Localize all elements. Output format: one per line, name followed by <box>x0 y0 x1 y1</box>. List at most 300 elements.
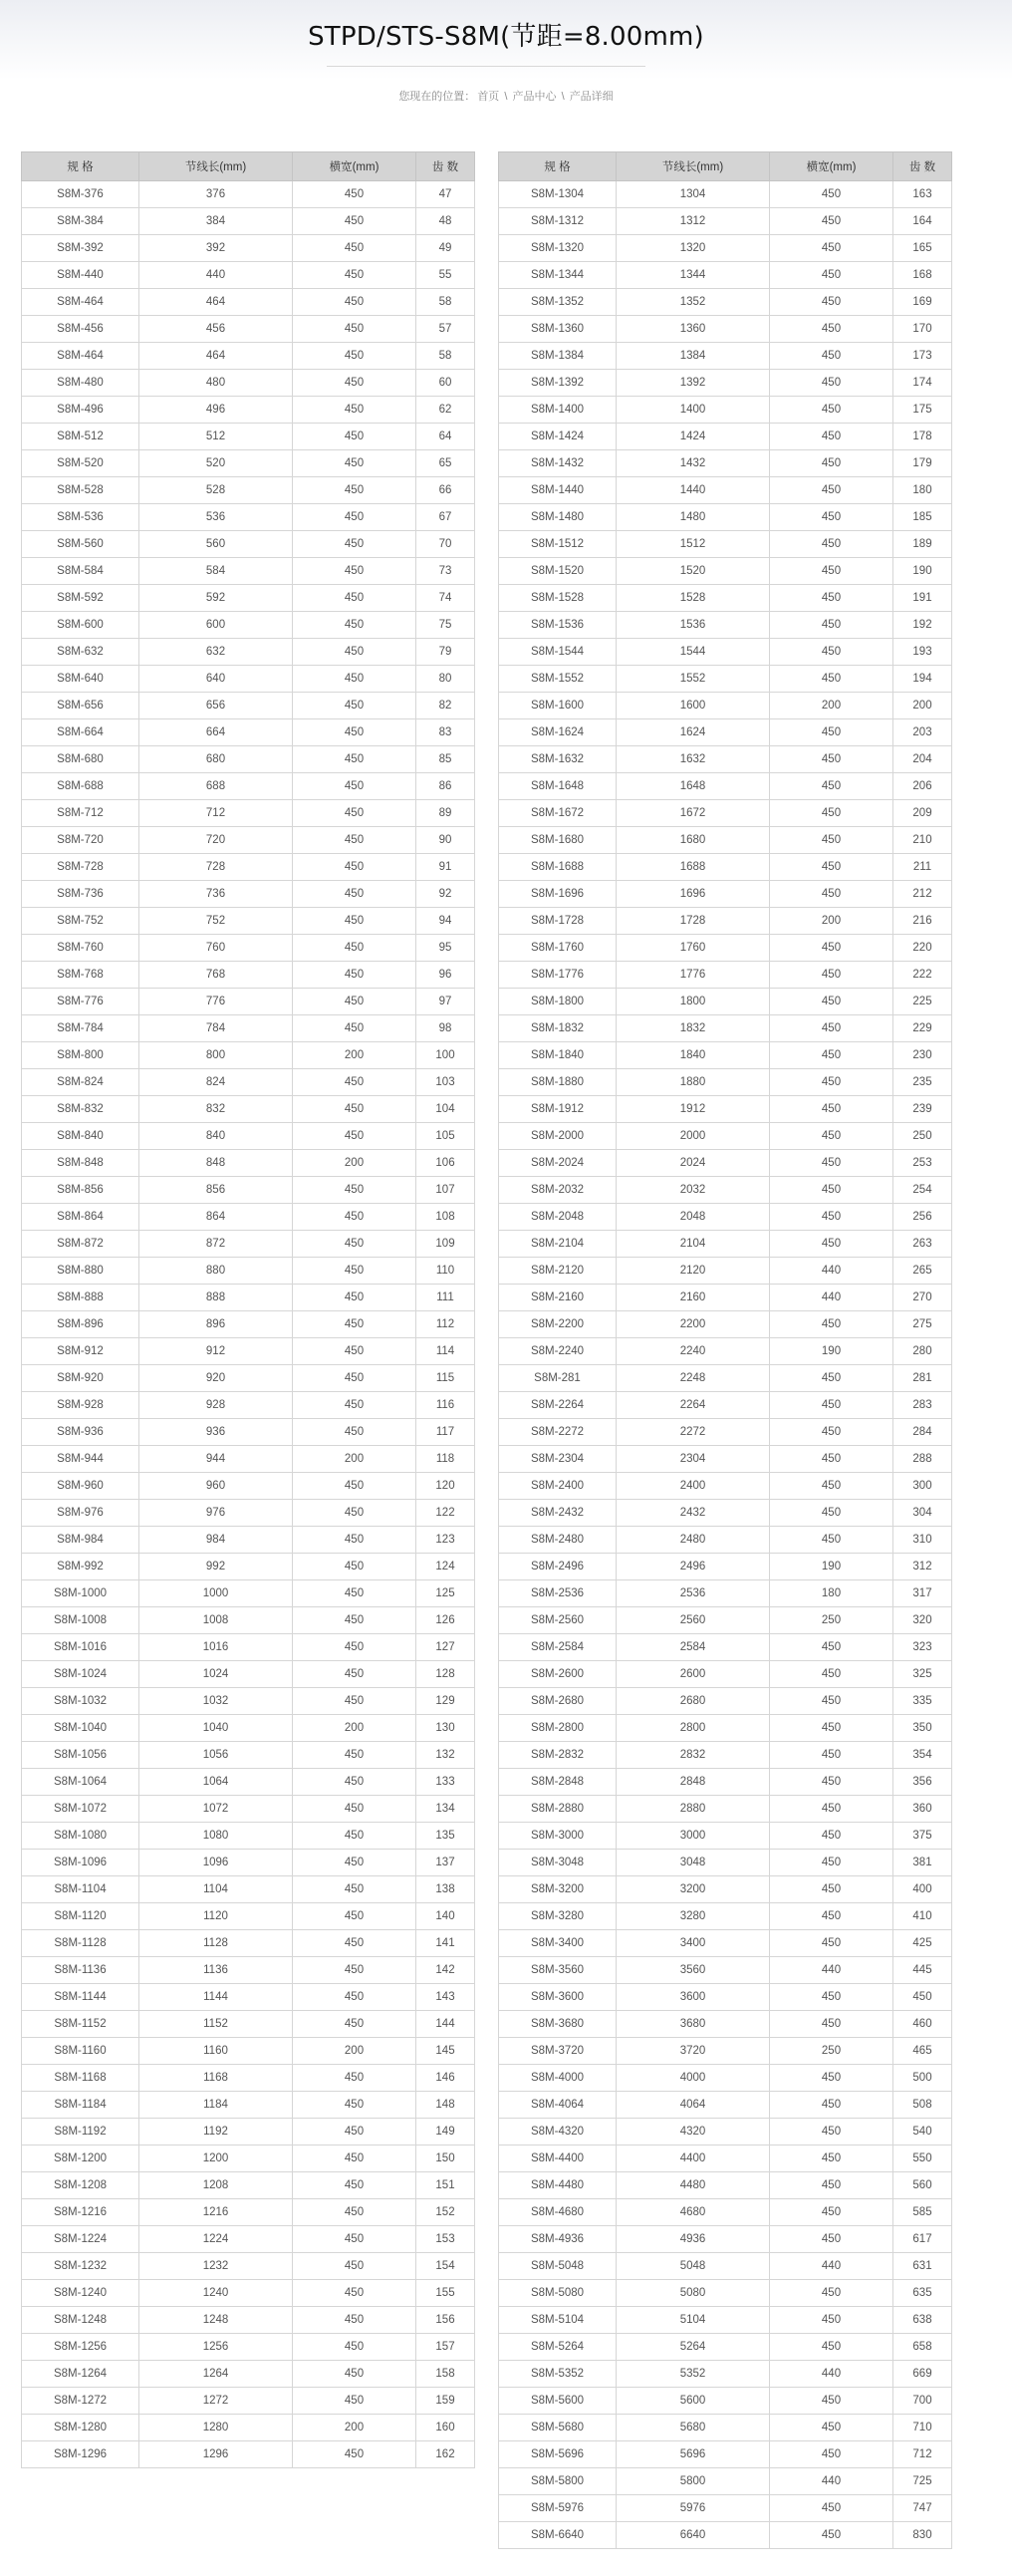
cell-spec: S8M-1216 <box>22 2199 139 2226</box>
cell-width: 450 <box>770 2092 893 2119</box>
table-row <box>22 1607 475 1634</box>
cell-pitch-length: 960 <box>139 1473 293 1500</box>
cell-pitch-length: 880 <box>139 1258 293 1285</box>
cell-teeth: 48 <box>416 208 475 235</box>
cell-width: 450 <box>770 531 893 558</box>
cell-teeth: 700 <box>893 2388 952 2415</box>
cell-spec: S8M-1600 <box>499 693 617 719</box>
cell-width: 450 <box>293 585 416 612</box>
cell-teeth: 356 <box>893 1769 952 1796</box>
cell-width: 450 <box>293 1177 416 1204</box>
cell-spec: S8M-1624 <box>499 719 617 746</box>
cell-pitch-length: 5264 <box>617 2334 770 2361</box>
cell-width: 450 <box>770 800 893 827</box>
cell-pitch-length: 1216 <box>139 2199 293 2226</box>
cell-width: 450 <box>293 2253 416 2280</box>
cell-pitch-length: 632 <box>139 639 293 666</box>
cell-spec: S8M-1344 <box>499 262 617 289</box>
cell-pitch-length: 2024 <box>617 1150 770 1177</box>
cell-pitch-length: 776 <box>139 989 293 1015</box>
cell-teeth: 550 <box>893 2146 952 2172</box>
cell-pitch-length: 840 <box>139 1123 293 1150</box>
cell-pitch-length: 2680 <box>617 1688 770 1715</box>
cell-spec: S8M-520 <box>22 450 139 477</box>
cell-teeth: 132 <box>416 1742 475 1769</box>
cell-width: 450 <box>770 1796 893 1823</box>
cell-spec: S8M-1512 <box>499 531 617 558</box>
table-row <box>499 881 952 908</box>
cell-pitch-length: 4000 <box>617 2065 770 2092</box>
cell-pitch-length: 2000 <box>617 1123 770 1150</box>
cell-spec: S8M-2584 <box>499 1634 617 1661</box>
breadcrumb-product-center[interactable]: 产品中心 <box>512 91 557 103</box>
cell-pitch-length: 5800 <box>617 2468 770 2495</box>
cell-width: 200 <box>293 2415 416 2441</box>
cell-pitch-length: 3048 <box>617 1850 770 1876</box>
cell-width: 450 <box>770 2011 893 2038</box>
cell-pitch-length: 864 <box>139 1204 293 1231</box>
cell-pitch-length: 384 <box>139 208 293 235</box>
cell-spec: S8M-5264 <box>499 2334 617 2361</box>
cell-pitch-length: 1352 <box>617 289 770 316</box>
cell-teeth: 312 <box>893 1554 952 1580</box>
cell-width: 450 <box>770 289 893 316</box>
cell-width: 450 <box>293 1096 416 1123</box>
cell-pitch-length: 984 <box>139 1527 293 1554</box>
cell-spec: S8M-728 <box>22 854 139 881</box>
cell-spec: S8M-1144 <box>22 1984 139 2011</box>
cell-pitch-length: 4320 <box>617 2119 770 2146</box>
table-row <box>499 1930 952 1957</box>
cell-spec: S8M-1168 <box>22 2065 139 2092</box>
cell-width: 450 <box>770 1204 893 1231</box>
cell-teeth: 162 <box>416 2441 475 2468</box>
cell-width: 200 <box>293 1446 416 1473</box>
table-row <box>499 666 952 693</box>
cell-spec: S8M-2032 <box>499 1177 617 1204</box>
cell-spec: S8M-1312 <box>499 208 617 235</box>
header-width: 横宽(mm) <box>293 152 416 181</box>
table-row <box>22 666 475 693</box>
cell-teeth: 73 <box>416 558 475 585</box>
cell-teeth: 220 <box>893 935 952 962</box>
cell-pitch-length: 1760 <box>617 935 770 962</box>
cell-width: 450 <box>293 746 416 773</box>
table-row <box>22 558 475 585</box>
cell-pitch-length: 1688 <box>617 854 770 881</box>
cell-spec: S8M-1016 <box>22 1634 139 1661</box>
cell-pitch-length: 2400 <box>617 1473 770 1500</box>
cell-spec: S8M-2200 <box>499 1311 617 1338</box>
table-row <box>22 1903 475 1930</box>
cell-width: 450 <box>770 181 893 208</box>
cell-spec: S8M-440 <box>22 262 139 289</box>
cell-spec: S8M-1024 <box>22 1661 139 1688</box>
cell-spec: S8M-2880 <box>499 1796 617 1823</box>
cell-teeth: 175 <box>893 397 952 424</box>
cell-teeth: 192 <box>893 612 952 639</box>
cell-spec: S8M-1320 <box>499 235 617 262</box>
cell-pitch-length: 912 <box>139 1338 293 1365</box>
cell-teeth: 325 <box>893 1661 952 1688</box>
cell-width: 450 <box>770 2307 893 2334</box>
cell-teeth: 67 <box>416 504 475 531</box>
cell-spec: S8M-2104 <box>499 1231 617 1258</box>
cell-spec: S8M-4400 <box>499 2146 617 2172</box>
table-row <box>499 2361 952 2388</box>
cell-width: 450 <box>770 1015 893 1042</box>
cell-pitch-length: 1672 <box>617 800 770 827</box>
cell-pitch-length: 4936 <box>617 2226 770 2253</box>
cell-spec: S8M-688 <box>22 773 139 800</box>
cell-spec: S8M-896 <box>22 1311 139 1338</box>
table-row <box>22 1742 475 1769</box>
cell-pitch-length: 5048 <box>617 2253 770 2280</box>
table-row <box>22 235 475 262</box>
cell-pitch-length: 976 <box>139 1500 293 1527</box>
table-row <box>22 1231 475 1258</box>
cell-pitch-length: 2160 <box>617 1285 770 1311</box>
cell-width: 450 <box>293 881 416 908</box>
cell-pitch-length: 896 <box>139 1311 293 1338</box>
cell-spec: S8M-1248 <box>22 2307 139 2334</box>
cell-pitch-length: 2104 <box>617 1231 770 1258</box>
cell-width: 440 <box>770 2468 893 2495</box>
cell-spec: S8M-1400 <box>499 397 617 424</box>
table-row <box>499 773 952 800</box>
cell-width: 450 <box>770 881 893 908</box>
table-row <box>499 1850 952 1876</box>
cell-teeth: 153 <box>416 2226 475 2253</box>
cell-width: 440 <box>770 1258 893 1285</box>
cell-pitch-length: 656 <box>139 693 293 719</box>
table-row <box>499 908 952 935</box>
cell-pitch-length: 2848 <box>617 1769 770 1796</box>
cell-teeth: 669 <box>893 2361 952 2388</box>
cell-teeth: 126 <box>416 1607 475 1634</box>
cell-teeth: 631 <box>893 2253 952 2280</box>
cell-spec: S8M-2680 <box>499 1688 617 1715</box>
cell-width: 450 <box>770 1876 893 1903</box>
cell-spec: S8M-864 <box>22 1204 139 1231</box>
cell-pitch-length: 888 <box>139 1285 293 1311</box>
cell-spec: S8M-2000 <box>499 1123 617 1150</box>
cell-teeth: 284 <box>893 1419 952 1446</box>
cell-spec: S8M-2536 <box>499 1580 617 1607</box>
cell-spec: S8M-2240 <box>499 1338 617 1365</box>
cell-teeth: 360 <box>893 1796 952 1823</box>
cell-teeth: 152 <box>416 2199 475 2226</box>
cell-spec: S8M-1432 <box>499 450 617 477</box>
cell-teeth: 148 <box>416 2092 475 2119</box>
table-row <box>22 2388 475 2415</box>
table-row <box>499 1957 952 1984</box>
cell-teeth: 129 <box>416 1688 475 1715</box>
cell-width: 450 <box>293 908 416 935</box>
table-row <box>499 2226 952 2253</box>
cell-teeth: 425 <box>893 1930 952 1957</box>
cell-spec: S8M-4000 <box>499 2065 617 2092</box>
cell-pitch-length: 560 <box>139 531 293 558</box>
cell-teeth: 60 <box>416 370 475 397</box>
cell-pitch-length: 1224 <box>139 2226 293 2253</box>
cell-width: 450 <box>293 450 416 477</box>
cell-width: 450 <box>770 1419 893 1446</box>
cell-width: 450 <box>770 962 893 989</box>
table-row <box>22 316 475 343</box>
cell-width: 450 <box>293 2199 416 2226</box>
cell-pitch-length: 1512 <box>617 531 770 558</box>
table-row <box>499 2334 952 2361</box>
cell-spec: S8M-2496 <box>499 1554 617 1580</box>
table-row <box>499 2280 952 2307</box>
cell-spec: S8M-1128 <box>22 1930 139 1957</box>
cell-width: 450 <box>293 2119 416 2146</box>
cell-spec: S8M-1096 <box>22 1850 139 1876</box>
cell-teeth: 300 <box>893 1473 952 1500</box>
cell-spec: S8M-1384 <box>499 343 617 370</box>
table-row <box>499 1688 952 1715</box>
cell-teeth: 89 <box>416 800 475 827</box>
table-row <box>499 1580 952 1607</box>
cell-teeth: 164 <box>893 208 952 235</box>
table-row <box>499 1742 952 1769</box>
cell-spec: S8M-4480 <box>499 2172 617 2199</box>
cell-width: 190 <box>770 1338 893 1365</box>
cell-teeth: 94 <box>416 908 475 935</box>
table-row <box>22 1015 475 1042</box>
cell-pitch-length: 1096 <box>139 1850 293 1876</box>
cell-spec: S8M-1192 <box>22 2119 139 2146</box>
cell-teeth: 114 <box>416 1338 475 1365</box>
cell-pitch-length: 592 <box>139 585 293 612</box>
cell-width: 450 <box>770 2199 893 2226</box>
cell-teeth: 62 <box>416 397 475 424</box>
cell-width: 450 <box>293 208 416 235</box>
table-row <box>22 1661 475 1688</box>
cell-pitch-length: 1880 <box>617 1069 770 1096</box>
cell-spec: S8M-752 <box>22 908 139 935</box>
cell-pitch-length: 1520 <box>617 558 770 585</box>
cell-spec: S8M-5680 <box>499 2415 617 2441</box>
cell-spec: S8M-2272 <box>499 1419 617 1446</box>
cell-spec: S8M-664 <box>22 719 139 746</box>
cell-teeth: 400 <box>893 1876 952 1903</box>
cell-spec: S8M-1352 <box>499 289 617 316</box>
cell-pitch-length: 688 <box>139 773 293 800</box>
cell-teeth: 725 <box>893 2468 952 2495</box>
table-row <box>499 504 952 531</box>
table-row <box>22 2172 475 2199</box>
cell-teeth: 280 <box>893 1338 952 1365</box>
cell-pitch-length: 1424 <box>617 424 770 450</box>
table-row <box>22 1392 475 1419</box>
cell-pitch-length: 5600 <box>617 2388 770 2415</box>
table-row <box>499 1715 952 1742</box>
table-row <box>499 2172 952 2199</box>
header-pitch-length: 节线长(mm) <box>617 152 770 181</box>
cell-teeth: 137 <box>416 1850 475 1876</box>
table-row <box>22 1150 475 1177</box>
cell-width: 450 <box>770 450 893 477</box>
header-teeth: 齿 数 <box>893 152 952 181</box>
cell-spec: S8M-840 <box>22 1123 139 1150</box>
cell-teeth: 617 <box>893 2226 952 2253</box>
cell-teeth: 508 <box>893 2092 952 2119</box>
cell-width: 450 <box>293 2092 416 2119</box>
cell-width: 450 <box>293 424 416 450</box>
breadcrumb <box>0 88 1012 104</box>
cell-teeth: 381 <box>893 1850 952 1876</box>
cell-width: 450 <box>293 854 416 881</box>
cell-pitch-length: 1728 <box>617 908 770 935</box>
cell-spec: S8M-632 <box>22 639 139 666</box>
cell-teeth: 229 <box>893 1015 952 1042</box>
table-row <box>499 531 952 558</box>
cell-teeth: 191 <box>893 585 952 612</box>
cell-spec: S8M-976 <box>22 1500 139 1527</box>
cell-teeth: 124 <box>416 1554 475 1580</box>
table-row <box>499 424 952 450</box>
cell-pitch-length: 1912 <box>617 1096 770 1123</box>
cell-teeth: 323 <box>893 1634 952 1661</box>
cell-spec: S8M-1296 <box>22 2441 139 2468</box>
table-row <box>499 800 952 827</box>
cell-teeth: 115 <box>416 1365 475 1392</box>
cell-spec: S8M-1240 <box>22 2280 139 2307</box>
cell-width: 450 <box>293 2226 416 2253</box>
cell-spec: S8M-1232 <box>22 2253 139 2280</box>
cell-width: 450 <box>293 1069 416 1096</box>
cell-pitch-length: 1232 <box>139 2253 293 2280</box>
table-row <box>22 935 475 962</box>
cell-teeth: 157 <box>416 2334 475 2361</box>
cell-spec: S8M-5048 <box>499 2253 617 2280</box>
table-row <box>22 1311 475 1338</box>
breadcrumb-home[interactable]: 首页 <box>477 91 500 103</box>
cell-spec: S8M-4064 <box>499 2092 617 2119</box>
cell-pitch-length: 1248 <box>139 2307 293 2334</box>
table-row <box>499 1796 952 1823</box>
cell-width: 450 <box>293 531 416 558</box>
cell-width: 450 <box>770 2388 893 2415</box>
cell-teeth: 173 <box>893 343 952 370</box>
cell-pitch-length: 2880 <box>617 1796 770 1823</box>
cell-teeth: 250 <box>893 1123 952 1150</box>
cell-width: 200 <box>770 693 893 719</box>
cell-pitch-length: 5680 <box>617 2415 770 2441</box>
table-row <box>22 1204 475 1231</box>
cell-width: 450 <box>770 2146 893 2172</box>
cell-spec: S8M-480 <box>22 370 139 397</box>
table-row <box>499 208 952 235</box>
cell-width: 450 <box>770 1473 893 1500</box>
cell-pitch-length: 1120 <box>139 1903 293 1930</box>
cell-teeth: 354 <box>893 1742 952 1769</box>
cell-teeth: 156 <box>416 2307 475 2334</box>
cell-teeth: 74 <box>416 585 475 612</box>
cell-spec: S8M-384 <box>22 208 139 235</box>
cell-teeth: 350 <box>893 1715 952 1742</box>
table-row <box>499 1285 952 1311</box>
cell-teeth: 47 <box>416 181 475 208</box>
cell-teeth: 134 <box>416 1796 475 1823</box>
cell-width: 450 <box>770 1123 893 1150</box>
cell-teeth: 211 <box>893 854 952 881</box>
header-width: 横宽(mm) <box>770 152 893 181</box>
table-row <box>499 2468 952 2495</box>
table-row <box>499 2011 952 2038</box>
cell-spec: S8M-928 <box>22 1392 139 1419</box>
table-row <box>22 1527 475 1554</box>
cell-teeth: 465 <box>893 2038 952 2065</box>
title-divider <box>327 66 645 67</box>
table-row <box>499 2522 952 2549</box>
table-row <box>22 531 475 558</box>
cell-pitch-length: 4064 <box>617 2092 770 2119</box>
table-row <box>499 719 952 746</box>
cell-width: 450 <box>770 1311 893 1338</box>
table-row <box>499 989 952 1015</box>
cell-width: 450 <box>770 2415 893 2441</box>
cell-width: 450 <box>293 558 416 585</box>
cell-width: 450 <box>770 989 893 1015</box>
cell-width: 450 <box>770 746 893 773</box>
cell-spec: S8M-1256 <box>22 2334 139 2361</box>
cell-spec: S8M-1064 <box>22 1769 139 1796</box>
cell-pitch-length: 2200 <box>617 1311 770 1338</box>
cell-teeth: 254 <box>893 1177 952 1204</box>
table-row <box>22 2307 475 2334</box>
cell-teeth: 168 <box>893 262 952 289</box>
cell-teeth: 125 <box>416 1580 475 1607</box>
cell-spec: S8M-984 <box>22 1527 139 1554</box>
table-row <box>22 1850 475 1876</box>
cell-teeth: 64 <box>416 424 475 450</box>
table-row <box>499 1607 952 1634</box>
cell-spec: S8M-2160 <box>499 1285 617 1311</box>
table-row <box>499 2495 952 2522</box>
cell-pitch-length: 1056 <box>139 1742 293 1769</box>
cell-spec: S8M-1632 <box>499 746 617 773</box>
cell-teeth: 82 <box>416 693 475 719</box>
cell-width: 450 <box>293 1204 416 1231</box>
cell-teeth: 206 <box>893 773 952 800</box>
cell-width: 450 <box>293 1123 416 1150</box>
cell-width: 440 <box>770 2361 893 2388</box>
cell-teeth: 375 <box>893 1823 952 1850</box>
cell-width: 200 <box>770 908 893 935</box>
cell-spec: S8M-1264 <box>22 2361 139 2388</box>
cell-teeth: 210 <box>893 827 952 854</box>
cell-width: 450 <box>293 1876 416 1903</box>
cell-spec: S8M-600 <box>22 612 139 639</box>
table-row <box>499 2199 952 2226</box>
cell-spec: S8M-1392 <box>499 370 617 397</box>
cell-width: 450 <box>293 1984 416 2011</box>
cell-pitch-length: 2800 <box>617 1715 770 1742</box>
breadcrumb-product-detail[interactable]: 产品详细 <box>569 91 614 103</box>
cell-width: 450 <box>293 1742 416 1769</box>
cell-spec: S8M-2264 <box>499 1392 617 1419</box>
cell-spec: S8M-2400 <box>499 1473 617 1500</box>
cell-pitch-length: 1304 <box>617 181 770 208</box>
cell-pitch-length: 5976 <box>617 2495 770 2522</box>
cell-width: 450 <box>770 666 893 693</box>
cell-teeth: 222 <box>893 962 952 989</box>
cell-teeth: 560 <box>893 2172 952 2199</box>
cell-teeth: 108 <box>416 1204 475 1231</box>
